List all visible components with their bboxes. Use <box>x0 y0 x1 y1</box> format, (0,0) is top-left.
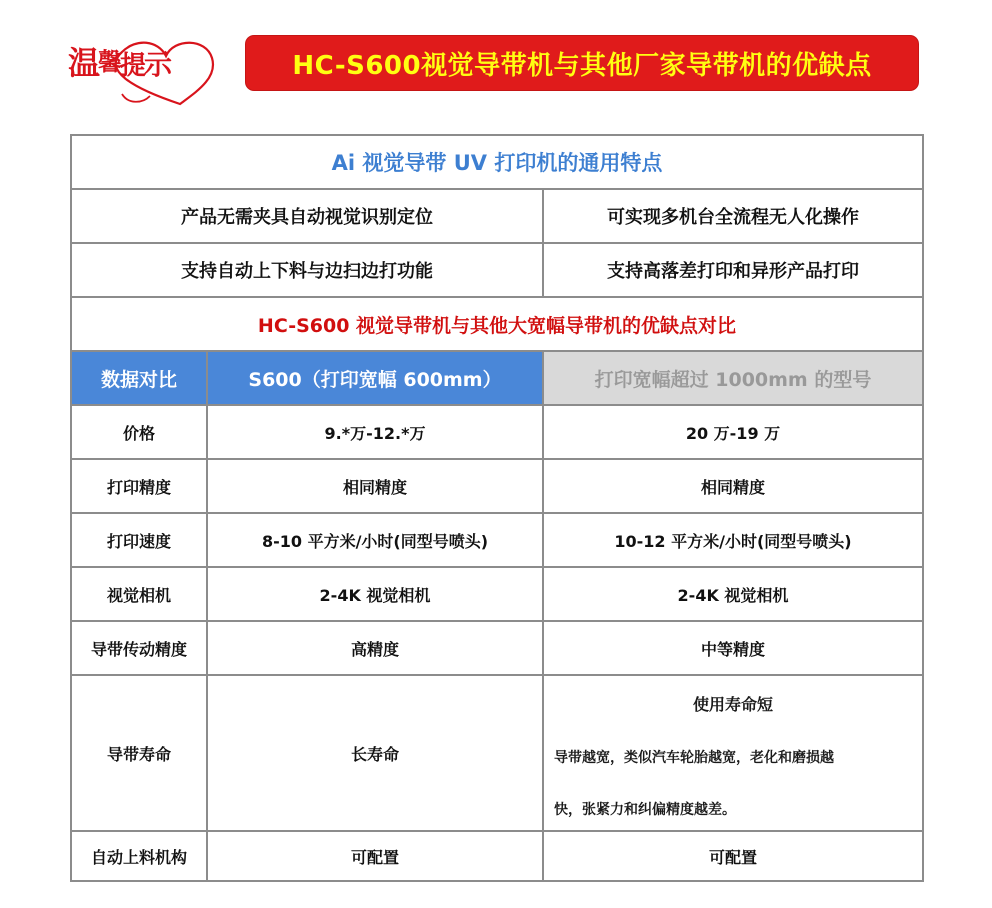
feature-cell: 可实现多机台全流程无人化操作 <box>544 190 922 244</box>
s600-value: 2-4K 视觉相机 <box>208 568 544 622</box>
page-title: HC-S600视觉导带机与其他厂家导带机的优缺点 <box>292 50 872 81</box>
logo <box>62 30 222 110</box>
row-label: 打印精度 <box>72 460 208 514</box>
header-s600: S600（打印宽幅 600mm） <box>208 352 544 406</box>
general-features-title: Ai 视觉导带 UV 打印机的通用特点 <box>72 136 922 190</box>
other-value: 10-12 平方米/小时(同型号喷头) <box>544 514 922 568</box>
other-value: 可配置 <box>708 847 757 867</box>
header-other-models: 打印宽幅超过 1000mm 的型号 <box>544 352 922 406</box>
other-value: 相同精度 <box>544 460 922 514</box>
title-banner <box>246 36 918 90</box>
comparison-table <box>70 134 924 882</box>
comparison-title: HC-S600 视觉导带机与其他大宽幅导带机的优缺点对比 <box>72 298 922 352</box>
row-label: 打印速度 <box>72 514 208 568</box>
lifespan-detail-line: 导带越宽，类似汽车轮胎越宽，老化和磨损越 <box>554 750 834 766</box>
lifespan-short-title: 使用寿命短 <box>692 695 773 714</box>
other-value: 2-4K 视觉相机 <box>544 568 922 622</box>
s600-value: 8-10 平方米/小时(同型号喷头) <box>208 514 544 568</box>
feature-cell: 支持自动上下料与边扫边打功能 <box>72 244 544 298</box>
lifespan-detail-line: 快，张紧力和纠偏精度越差。 <box>554 802 736 818</box>
other-value-lifespan <box>544 676 922 832</box>
row-label: 导带传动精度 <box>72 622 208 676</box>
other-value: 中等精度 <box>544 622 922 676</box>
other-value: 20 万-19 万 <box>544 406 922 460</box>
s600-value: 长寿命 <box>208 676 544 832</box>
s600-value: 可配置 <box>208 832 544 880</box>
row-label: 自动上料机构 <box>72 832 208 880</box>
row-label: 导带寿命 <box>72 676 208 832</box>
s600-value: 相同精度 <box>208 460 544 514</box>
logo-text: 温馨提示 <box>68 44 171 82</box>
feature-cell: 产品无需夹具自动视觉识别定位 <box>72 190 544 244</box>
s600-value: 9.*万-12.*万 <box>208 406 544 460</box>
lifespan-detail <box>554 732 912 836</box>
header-data-compare: 数据对比 <box>72 352 208 406</box>
row-label: 视觉相机 <box>72 568 208 622</box>
feature-cell: 支持高落差打印和异形产品打印 <box>544 244 922 298</box>
row-label: 价格 <box>72 406 208 460</box>
s600-value: 高精度 <box>208 622 544 676</box>
